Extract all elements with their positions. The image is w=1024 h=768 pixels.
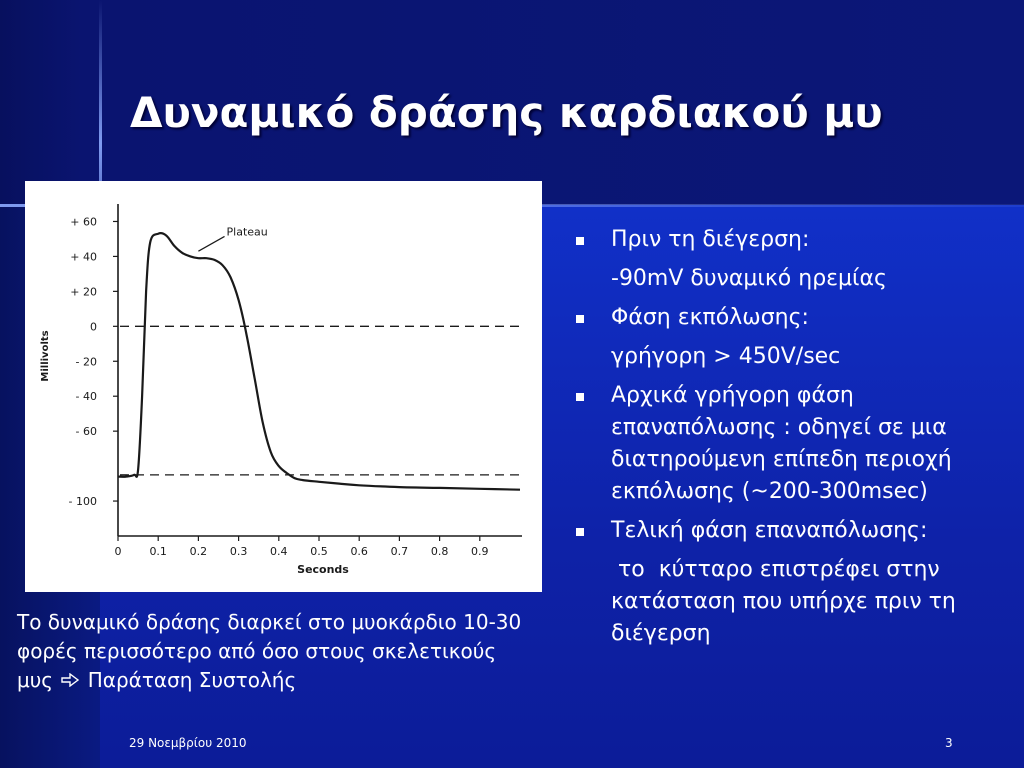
bullet-item xyxy=(574,302,1014,334)
bullet-text: Πριν τη διέγερση: xyxy=(611,227,810,252)
bullet-item xyxy=(574,380,1014,508)
bullet-list xyxy=(574,224,1014,657)
chart-axes xyxy=(118,204,522,536)
y-tick-label: - 60 xyxy=(75,425,97,439)
decorative-vertical-line xyxy=(99,0,102,205)
caption-text: Το δυναμικό δράσης διαρκεί στο μυοκάρδιο 10-30 φορές περισσότερο από όσο στους σκελετικούς μυς xyxy=(17,610,522,692)
right-arrow-icon xyxy=(61,666,79,695)
x-tick-label: 0.3 xyxy=(229,545,248,558)
chart-reference-lines xyxy=(120,326,525,475)
y-tick-label: + 40 xyxy=(70,250,97,264)
x-tick-label: 0.4 xyxy=(270,545,288,558)
bullet-square-icon xyxy=(576,237,584,245)
sub-item xyxy=(574,554,1014,650)
bullet-square-icon xyxy=(576,528,584,536)
page-number: 3 xyxy=(945,736,953,750)
slide-title: Δυναμικό δράσης καρδιακού μυ xyxy=(130,88,883,137)
x-tick-label: 0.2 xyxy=(189,545,208,558)
action-potential-chart xyxy=(25,181,542,592)
sub-text: το κύτταρο επιστρέφει στην κατάσταση που υπήρχε πριν τη διέγερση xyxy=(611,557,963,646)
x-axis-label: Seconds xyxy=(297,563,349,576)
bullet-square-icon xyxy=(576,393,584,401)
sub-text: γρήγορη > 450V/sec xyxy=(611,344,841,369)
sub-item xyxy=(574,263,1014,295)
sub-item xyxy=(574,341,1014,373)
plateau-annotation: Plateau xyxy=(226,225,268,239)
bullet-item xyxy=(574,515,1014,547)
bullet-item xyxy=(574,224,1014,256)
x-tick-label: 0.5 xyxy=(310,545,328,558)
y-tick-label: + 20 xyxy=(70,285,97,299)
x-tick-label: 0.9 xyxy=(471,545,489,558)
y-tick-label: - 20 xyxy=(75,355,97,369)
action-potential-curve xyxy=(118,233,520,490)
chart-caption xyxy=(17,608,527,695)
bullet-text: Φάση εκπόλωσης: xyxy=(611,305,809,330)
chart-ticks xyxy=(69,215,489,558)
bullet-text: Αρχικά γρήγορη φάση επαναπόλωσης : οδηγεί σε μια διατηρούμενη επίπεδη περιοχή εκπόλωσης (~200-300msec) xyxy=(611,383,952,504)
sub-text: -90mV δυναμικό ηρεμίας xyxy=(611,266,887,291)
chart-svg xyxy=(25,181,542,592)
y-tick-label: + 60 xyxy=(70,215,97,229)
x-tick-label: 0.7 xyxy=(390,545,409,558)
caption-conclusion: Παράταση Συστολής xyxy=(87,668,297,692)
x-tick-label: 0.8 xyxy=(430,545,449,558)
x-tick-label: 0 xyxy=(114,545,122,558)
footer-date: 29 Νοεμβρίου 2010 xyxy=(129,736,247,750)
chart-series xyxy=(118,233,520,490)
bullet-square-icon xyxy=(576,315,584,323)
bullet-text: Τελική φάση επαναπόλωσης: xyxy=(611,518,928,543)
x-tick-label: 0.1 xyxy=(149,545,167,558)
y-tick-label: - 100 xyxy=(68,495,97,509)
y-tick-label: 0 xyxy=(90,320,97,334)
y-axis-label: Millivolts xyxy=(40,330,51,382)
y-tick-label: - 40 xyxy=(75,390,97,404)
annotation-pointer xyxy=(198,236,224,251)
chart-annotations xyxy=(198,225,267,251)
x-tick-label: 0.6 xyxy=(350,545,368,558)
